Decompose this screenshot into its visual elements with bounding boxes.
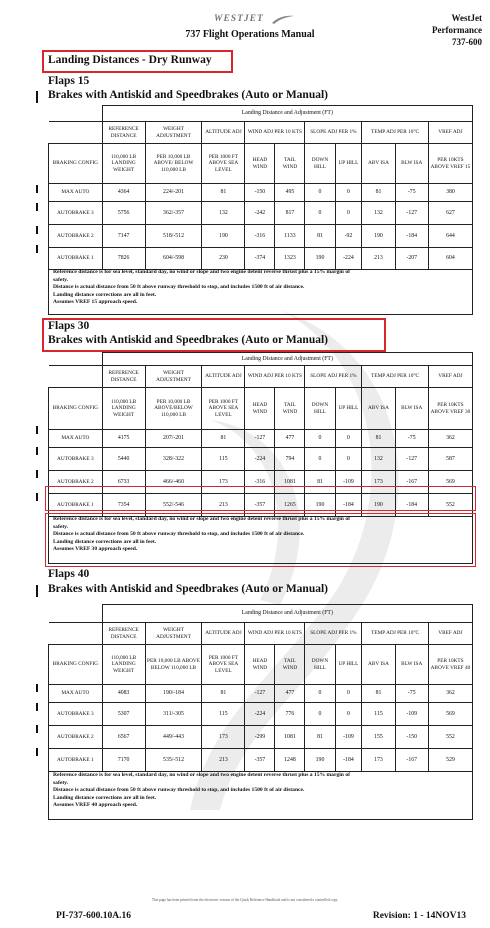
col-abv-isa: ABV ISA — [362, 144, 395, 184]
table-row — [49, 685, 473, 703]
cell-config: MAX AUTO — [49, 685, 103, 703]
cell-blw: -150 — [395, 726, 428, 749]
cell-weight: 466/-460 — [145, 471, 202, 494]
change-bar — [36, 725, 38, 733]
col-slope-adj: SLOPE ADJ PER 1% — [305, 623, 362, 645]
cell-config: AUTOBRAKE 3 — [49, 202, 103, 225]
cell-weight: 518/-512 — [145, 225, 202, 248]
cell-alt: 213 — [202, 749, 245, 772]
col-head-wind: HEAD WIND — [245, 144, 275, 184]
cell-abv: 213 — [362, 248, 395, 270]
change-bar — [36, 684, 38, 692]
cell-vref: 380 — [428, 184, 472, 202]
unit-weight: PER 10,000 LB ABOVE/BELOW 110,000 LB — [145, 388, 202, 430]
cell-down: 0 — [305, 184, 335, 202]
unit-vref: PER 10KTS ABOVE VREF 40 — [428, 645, 472, 685]
cell-blw: -127 — [395, 202, 428, 225]
cell-head: -374 — [245, 248, 275, 270]
col-altitude-adj: ALTITUDE ADJ — [202, 366, 245, 388]
cell-ref: 7147 — [102, 225, 145, 248]
col-temp-adj: TEMP ADJ PER 10°C — [362, 623, 429, 645]
cell-down: 0 — [305, 430, 335, 448]
cell-head: -299 — [245, 726, 275, 749]
corner-section: Performance — [432, 25, 482, 35]
table-row — [49, 202, 473, 225]
cell-up: -92 — [335, 225, 362, 248]
cell-tail: 495 — [275, 184, 305, 202]
cell-tail: 1081 — [275, 726, 305, 749]
note-line: Landing distance corrections are all in feet. — [53, 794, 157, 801]
cell-abv: 81 — [362, 184, 395, 202]
col-slope-adj: SLOPE ADJ PER 1% — [305, 122, 362, 144]
note-line: Distance is actual distance from 50 ft above runway threshold to stop, and includes 1500 ft of air distance. — [53, 284, 305, 291]
cell-tail: 776 — [275, 703, 305, 726]
table-row — [49, 726, 473, 749]
cell-weight: 535/-512 — [145, 749, 202, 772]
cell-vref: 552 — [428, 726, 472, 749]
autobrake-1-highlight — [45, 486, 476, 511]
flaps-15-notes — [48, 267, 473, 315]
note-line: Distance is actual distance from 50 ft above runway threshold to stop, and includes 1500 ft of air distance. — [53, 787, 305, 794]
cell-config: AUTOBRAKE 1 — [49, 494, 103, 517]
change-bar — [36, 203, 38, 211]
col-weight-adjustment: WEIGHT ADJUSTMENT — [145, 366, 202, 388]
cell-up: -184 — [335, 494, 362, 517]
col-up-hill: UP HILL — [335, 144, 362, 184]
header-corner — [392, 12, 482, 48]
flaps-30-notes-highlight — [45, 513, 476, 567]
cell-blw: -75 — [395, 184, 428, 202]
table-group-header: Landing Distance and Adjustment (FT) — [102, 106, 472, 122]
col-down-hill: DOWN HILL — [305, 645, 335, 685]
cell-abv: 190 — [362, 225, 395, 248]
cell-blw: -184 — [395, 225, 428, 248]
cell-down: 81 — [305, 471, 335, 494]
col-temp-adj: TEMP ADJ PER 10°C — [362, 366, 429, 388]
manual-title: 737 Flight Operations Manual — [185, 29, 315, 40]
cell-blw: -109 — [395, 703, 428, 726]
unit-weight: PER 10,000 LB ABOVE/ BELOW 110,000 LB — [145, 144, 202, 184]
table-row — [49, 184, 473, 202]
table-row — [49, 225, 473, 248]
col-wind-adj: WIND ADJ PER 10 KTS — [245, 122, 305, 144]
note-line: Reference distance is for sea level, standard day, no wind or slope and two engine detent reverse thrust plus a 15% margin of — [53, 772, 350, 778]
col-down-hill: DOWN HILL — [305, 388, 335, 430]
table-group-header: Landing Distance and Adjustment (FT) — [102, 605, 472, 623]
note-line: safety. — [53, 779, 69, 786]
cell-config: MAX AUTO — [49, 184, 103, 202]
cell-up: 0 — [335, 703, 362, 726]
change-bar — [36, 585, 38, 597]
cell-up: 0 — [335, 430, 362, 448]
corner-company: WestJet — [451, 13, 482, 23]
change-bar — [36, 470, 38, 478]
col-vref-adj: VREF ADJ — [428, 366, 472, 388]
cell-abv: 115 — [362, 703, 395, 726]
cell-config: AUTOBRAKE 3 — [49, 703, 103, 726]
cell-abv: 190 — [362, 494, 395, 517]
cell-ref: 5440 — [102, 448, 145, 471]
cell-weight: 311/-305 — [145, 703, 202, 726]
cell-tail: 1248 — [275, 749, 305, 772]
change-bar — [36, 185, 38, 193]
note-line: safety. — [53, 523, 69, 530]
cell-alt: 213 — [202, 494, 245, 517]
change-bar — [36, 748, 38, 756]
cell-config: AUTOBRAKE 1 — [49, 749, 103, 772]
cell-config: AUTOBRAKE 2 — [49, 726, 103, 749]
unit-alt: PER 1000 FT ABOVE SEA LEVEL — [202, 144, 245, 184]
cell-alt: 173 — [202, 726, 245, 749]
cell-blw: -75 — [395, 430, 428, 448]
cell-abv: 173 — [362, 471, 395, 494]
change-bar — [36, 91, 38, 103]
cell-down: 81 — [305, 225, 335, 248]
corner-model: 737-600 — [452, 37, 482, 47]
logo-wordmark: WESTJET — [214, 14, 264, 24]
unit-vref: PER 10KTS ABOVE VREF 15 — [428, 144, 472, 184]
cell-alt: 173 — [202, 471, 245, 494]
cell-abv: 81 — [362, 685, 395, 703]
cell-ref: 7354 — [102, 494, 145, 517]
col-abv-isa: ABV ISA — [362, 388, 395, 430]
unit-weight: PER 10,000 LB ABOVE BELOW 110,000 LB — [145, 645, 202, 685]
note-line: Assumes VREF 15 approach speed. — [53, 299, 138, 306]
col-head-wind: HEAD WIND — [245, 388, 275, 430]
note-line: Reference distance is for sea level, standard day, no wind or slope and two engine detent reverse thrust plus a 15% margin of — [53, 516, 350, 522]
cell-tail: 1133 — [275, 225, 305, 248]
col-blw-isa: BLW ISA — [395, 144, 428, 184]
cell-head: -150 — [245, 184, 275, 202]
col-tail-wind: TAIL WIND — [275, 144, 305, 184]
cell-config: AUTOBRAKE 2 — [49, 225, 103, 248]
section-flaps-30-title: Flaps 30 — [48, 320, 90, 332]
cell-head: -242 — [245, 202, 275, 225]
cell-abv: 132 — [362, 448, 395, 471]
revision-label: Revision: 1 - 14NOV13 — [372, 911, 466, 921]
cell-config: AUTOBRAKE 2 — [49, 471, 103, 494]
cell-tail: 477 — [275, 685, 305, 703]
cell-head: -357 — [245, 494, 275, 517]
cell-down: 81 — [305, 726, 335, 749]
cell-up: -184 — [335, 749, 362, 772]
col-reference-distance: REFERENCE DISTANCE — [102, 366, 145, 388]
cell-vref: 644 — [428, 225, 472, 248]
flaps-40-table — [48, 604, 473, 772]
cell-down: 0 — [305, 685, 335, 703]
cell-vref: 604 — [428, 248, 472, 270]
cell-down: 0 — [305, 448, 335, 471]
cell-ref: 5307 — [102, 703, 145, 726]
section-flaps-40-title: Flaps 40 — [48, 568, 90, 580]
unit-ref: 110,000 LB LANDING WEIGHT — [102, 388, 145, 430]
cell-head: -127 — [245, 430, 275, 448]
cell-ref: 6733 — [102, 471, 145, 494]
cell-up: 0 — [335, 202, 362, 225]
note-line: safety. — [53, 276, 69, 283]
col-head-wind: HEAD WIND — [245, 645, 275, 685]
cell-tail: 477 — [275, 430, 305, 448]
cell-abv: 81 — [362, 430, 395, 448]
col-braking-config: BRAKING CONFIG — [49, 645, 103, 685]
cell-head: -316 — [245, 471, 275, 494]
col-slope-adj: SLOPE ADJ PER 1% — [305, 366, 362, 388]
col-blw-isa: BLW ISA — [395, 645, 428, 685]
cell-blw: -167 — [395, 749, 428, 772]
cell-up: -109 — [335, 471, 362, 494]
flaps-15-table — [48, 105, 473, 270]
cell-ref: 7170 — [102, 749, 145, 772]
cell-down: 190 — [305, 494, 335, 517]
cell-alt: 115 — [202, 448, 245, 471]
change-bar — [36, 493, 38, 501]
cell-alt: 190 — [202, 225, 245, 248]
cell-tail: 1081 — [275, 471, 305, 494]
cell-alt: 81 — [202, 184, 245, 202]
col-weight-adjustment: WEIGHT ADJUSTMENT — [145, 122, 202, 144]
unit-vref: PER 10KTS ABOVE VREF 30 — [428, 388, 472, 430]
cell-head: -316 — [245, 225, 275, 248]
col-wind-adj: WIND ADJ PER 10 KTS — [245, 366, 305, 388]
westjet-logo — [214, 14, 294, 28]
cell-tail: 1265 — [275, 494, 305, 517]
cell-head: -224 — [245, 448, 275, 471]
cell-ref: 6567 — [102, 726, 145, 749]
flaps-40-notes — [48, 770, 473, 820]
cell-blw: -127 — [395, 448, 428, 471]
note-line: Distance is actual distance from 50 ft above runway threshold to stop, and includes 1500 ft of air distance. — [53, 531, 305, 538]
cell-tail: 794 — [275, 448, 305, 471]
col-wind-adj: WIND ADJ PER 10 KTS — [245, 623, 305, 645]
cell-up: 0 — [335, 184, 362, 202]
col-down-hill: DOWN HILL — [305, 144, 335, 184]
change-bar — [36, 703, 38, 711]
cell-weight: 604/-598 — [145, 248, 202, 270]
cell-config: AUTOBRAKE 3 — [49, 448, 103, 471]
cell-head: -357 — [245, 749, 275, 772]
table-corner — [49, 366, 103, 388]
cell-blw: -75 — [395, 685, 428, 703]
col-temp-adj: TEMP ADJ PER 10°C — [362, 122, 429, 144]
table-corner — [49, 353, 103, 366]
cell-vref: 529 — [428, 749, 472, 772]
cell-ref: 4364 — [102, 184, 145, 202]
change-bar — [36, 226, 38, 234]
cell-abv: 155 — [362, 726, 395, 749]
cell-vref: 362 — [428, 430, 472, 448]
cell-weight: 190/-184 — [145, 685, 202, 703]
cell-weight: 449/-443 — [145, 726, 202, 749]
col-abv-isa: ABV ISA — [362, 645, 395, 685]
cell-alt: 81 — [202, 685, 245, 703]
table-row — [49, 448, 473, 471]
table-corner — [49, 605, 103, 623]
col-reference-distance: REFERENCE DISTANCE — [102, 623, 145, 645]
cell-up: 0 — [335, 448, 362, 471]
col-braking-config: BRAKING CONFIG — [49, 388, 103, 430]
section-flaps-15-title: Flaps 15 — [48, 75, 90, 87]
cell-down: 0 — [305, 202, 335, 225]
change-bar — [36, 245, 38, 253]
cell-up: 0 — [335, 685, 362, 703]
cell-alt: 132 — [202, 202, 245, 225]
cell-abv: 132 — [362, 202, 395, 225]
col-vref-adj: VREF ADJ — [428, 623, 472, 645]
cell-weight: 224/-201 — [145, 184, 202, 202]
cell-ref: 4175 — [102, 430, 145, 448]
table-corner — [49, 623, 103, 645]
cell-config: MAX AUTO — [49, 430, 103, 448]
cell-down: 190 — [305, 749, 335, 772]
unit-ref: 110,000 LB LANDING WEIGHT — [102, 144, 145, 184]
unit-alt: PER 1000 FT ABOVE SEA LEVEL — [202, 388, 245, 430]
col-tail-wind: TAIL WIND — [275, 645, 305, 685]
table-row — [49, 749, 473, 772]
col-altitude-adj: ALTITUDE ADJ — [202, 623, 245, 645]
table-group-header: Landing Distance and Adjustment (FT) — [102, 353, 472, 366]
cell-down: 0 — [305, 703, 335, 726]
col-braking-config: BRAKING CONFIG — [49, 144, 103, 184]
fine-print: This page has been printed from the electronic version of the Quick Reference Handbook and is not considered a controlled copy. — [151, 898, 339, 902]
col-blw-isa: BLW ISA — [395, 388, 428, 430]
cell-blw: -167 — [395, 471, 428, 494]
col-reference-distance: REFERENCE DISTANCE — [102, 122, 145, 144]
cell-vref: 627 — [428, 202, 472, 225]
col-vref-adj: VREF ADJ — [428, 122, 472, 144]
note-line: Assumes VREF 30 approach speed. — [53, 546, 138, 553]
cell-vref: 569 — [428, 703, 472, 726]
cell-ref: 4083 — [102, 685, 145, 703]
cell-alt: 115 — [202, 703, 245, 726]
cell-ref: 7826 — [102, 248, 145, 270]
note-line: Reference distance is for sea level, standard day, no wind or slope and two engine detent reverse thrust plus a 15% margin of — [53, 269, 350, 275]
cell-up: -109 — [335, 726, 362, 749]
cell-alt: 81 — [202, 430, 245, 448]
cell-weight: 328/-322 — [145, 448, 202, 471]
swoosh-icon — [272, 15, 294, 25]
table-row — [49, 703, 473, 726]
cell-weight: 207/-201 — [145, 430, 202, 448]
cell-down: 190 — [305, 248, 335, 270]
note-line: Landing distance corrections are all in feet. — [53, 538, 157, 545]
cell-vref: 552 — [428, 494, 472, 517]
cell-ref: 5756 — [102, 202, 145, 225]
cell-blw: -184 — [395, 494, 428, 517]
page-title: Landing Distances - Dry Runway — [48, 54, 212, 66]
change-bar — [36, 426, 38, 434]
cell-vref: 362 — [428, 685, 472, 703]
cell-weight: 552/-546 — [145, 494, 202, 517]
unit-alt: PER 1000 FT ABOVE SEA LEVEL — [202, 645, 245, 685]
cell-up: -224 — [335, 248, 362, 270]
cell-head: -127 — [245, 685, 275, 703]
cell-head: -224 — [245, 703, 275, 726]
col-up-hill: UP HILL — [335, 388, 362, 430]
col-tail-wind: TAIL WIND — [275, 388, 305, 430]
section-flaps-15-subtitle: Brakes with Antiskid and Speedbrakes (Auto or Manual) — [48, 89, 328, 101]
unit-ref: 110,000 LB LANDING WEIGHT — [102, 645, 145, 685]
col-altitude-adj: ALTITUDE ADJ — [202, 122, 245, 144]
cell-tail: 817 — [275, 202, 305, 225]
col-weight-adjustment: WEIGHT ADJUSTMENT — [145, 623, 202, 645]
change-bar — [36, 447, 38, 455]
cell-tail: 1323 — [275, 248, 305, 270]
cell-vref: 569 — [428, 471, 472, 494]
cell-config: AUTOBRAKE 1 — [49, 248, 103, 270]
cell-abv: 173 — [362, 749, 395, 772]
cell-weight: 362/-357 — [145, 202, 202, 225]
note-line: Landing distance corrections are all in feet. — [53, 291, 157, 298]
note-line: Assumes VREF 40 approach speed. — [53, 802, 138, 809]
section-flaps-30-subtitle: Brakes with Antiskid and Speedbrakes (Auto or Manual) — [48, 334, 328, 346]
col-up-hill: UP HILL — [335, 645, 362, 685]
section-flaps-40-subtitle: Brakes with Antiskid and Speedbrakes (Auto or Manual) — [48, 583, 328, 595]
table-corner — [49, 122, 103, 144]
cell-vref: 587 — [428, 448, 472, 471]
cell-alt: 230 — [202, 248, 245, 270]
cell-blw: -207 — [395, 248, 428, 270]
table-corner — [49, 106, 103, 122]
table-row — [49, 430, 473, 448]
document-id: PI-737-600.10A.16 — [56, 911, 131, 921]
